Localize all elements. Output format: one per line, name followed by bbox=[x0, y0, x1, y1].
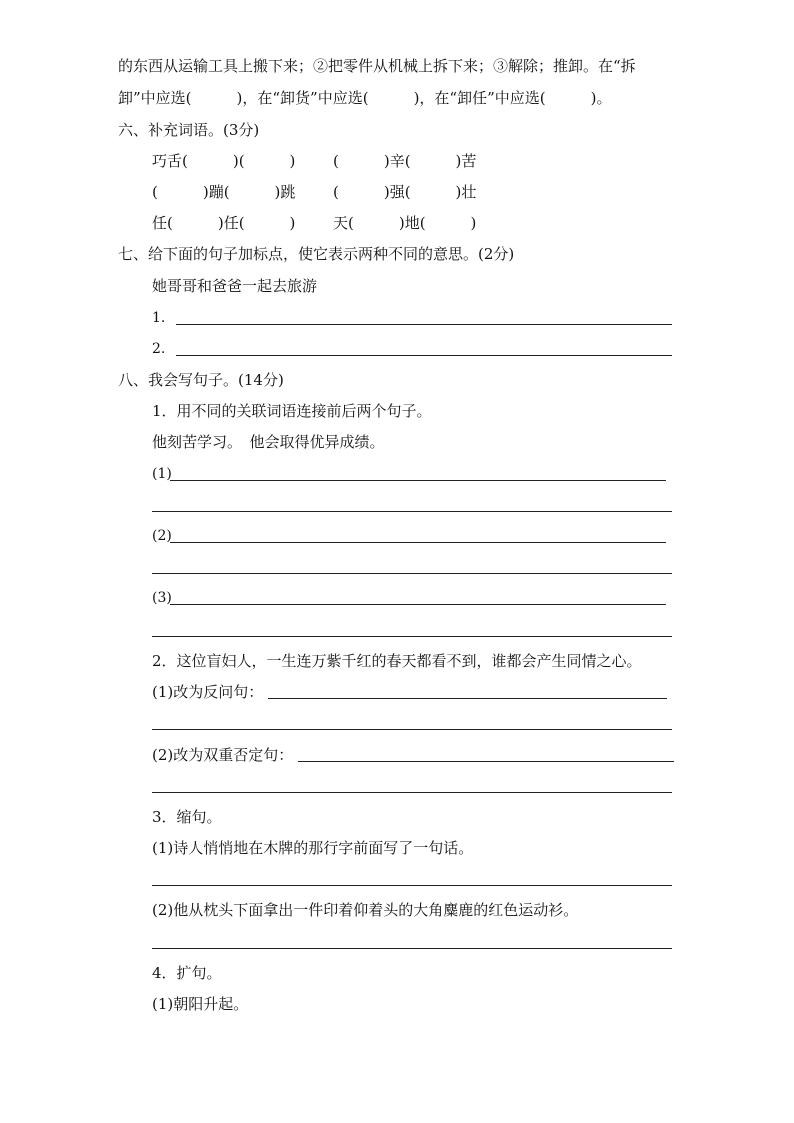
q8-p1-answer-line[interactable] bbox=[152, 573, 672, 574]
q8-p2-answer-line[interactable] bbox=[152, 729, 672, 730]
q8-p2-prompt: 2．这位盲妇人，一生连万紫千红的春天都看不到，谁都会产生同情之心。 bbox=[152, 652, 642, 670]
q7-answer-line-1[interactable] bbox=[176, 324, 672, 325]
q8-p1-answer-line[interactable] bbox=[170, 542, 666, 543]
q8-p1-answer-line[interactable] bbox=[170, 480, 666, 481]
intro-line-2: 卸”中应选( )，在“卸货”中应选( )，在“卸任”中应选( )。 bbox=[118, 89, 612, 107]
q6-item: ( )辛( )苦 bbox=[333, 152, 477, 170]
q8-p4-a: (1)朝阳升起。 bbox=[152, 995, 249, 1013]
q8-p1-label-1: (1) bbox=[152, 466, 172, 482]
q8-p1-label-2: (2) bbox=[152, 528, 172, 544]
q8-p2-answer-line[interactable] bbox=[268, 698, 667, 699]
q8-p1-label-3: (3) bbox=[152, 590, 172, 606]
intro-line-1: 的东西从运输工具上搬下来；②把零件从机械上拆下来；③解除；推卸。在“拆 bbox=[118, 57, 636, 75]
q8-p1-answer-line[interactable] bbox=[170, 604, 666, 605]
q8-p2-a: (1)改为反问句： bbox=[152, 683, 264, 701]
q8-p3-prompt: 3．缩句。 bbox=[152, 808, 222, 826]
q6-item: 巧舌( )( ) bbox=[152, 152, 296, 170]
q7-label-1: 1. bbox=[152, 310, 166, 326]
q8-p1-answer-line[interactable] bbox=[152, 636, 672, 637]
q8-p1-sentence: 他刻苦学习。 他会取得优异成绩。 bbox=[152, 433, 385, 451]
q7-sentence: 她哥哥和爸爸一起去旅游 bbox=[152, 277, 318, 295]
q8-p3-answer-line[interactable] bbox=[152, 948, 672, 949]
q8-p1-answer-line[interactable] bbox=[152, 511, 672, 512]
q6-item: 天( )地( ) bbox=[333, 214, 477, 232]
q6-item: ( )强( )壮 bbox=[333, 183, 477, 201]
q6-item: ( )蹦( )跳 bbox=[152, 183, 296, 201]
q8-p3-a: (1)诗人悄悄地在木牌的那行字前面写了一句话。 bbox=[152, 839, 474, 857]
q7-label-2: 2. bbox=[152, 341, 166, 357]
q7-heading: 七、给下面的句子加标点，使它表示两种不同的意思。(2分) bbox=[118, 245, 515, 263]
q8-p2-answer-line[interactable] bbox=[298, 761, 674, 762]
q8-p2-b: (2)改为双重否定句： bbox=[152, 746, 294, 764]
q8-heading: 八、我会写句子。(14分) bbox=[118, 371, 284, 389]
q8-p1-prompt: 1．用不同的关联词语连接前后两个句子。 bbox=[152, 402, 432, 420]
q8-p3-b: (2)他从枕头下面拿出一件印着仰着头的大角麋鹿的红色运动衫。 bbox=[152, 901, 579, 919]
q8-p4-prompt: 4．扩句。 bbox=[152, 964, 222, 982]
q8-p2-answer-line[interactable] bbox=[152, 792, 672, 793]
q7-answer-line-2[interactable] bbox=[176, 355, 672, 356]
q8-p3-answer-line[interactable] bbox=[152, 885, 672, 886]
q6-item: 任( )任( ) bbox=[152, 214, 296, 232]
q6-heading: 六、补充词语。(3分) bbox=[118, 121, 260, 139]
